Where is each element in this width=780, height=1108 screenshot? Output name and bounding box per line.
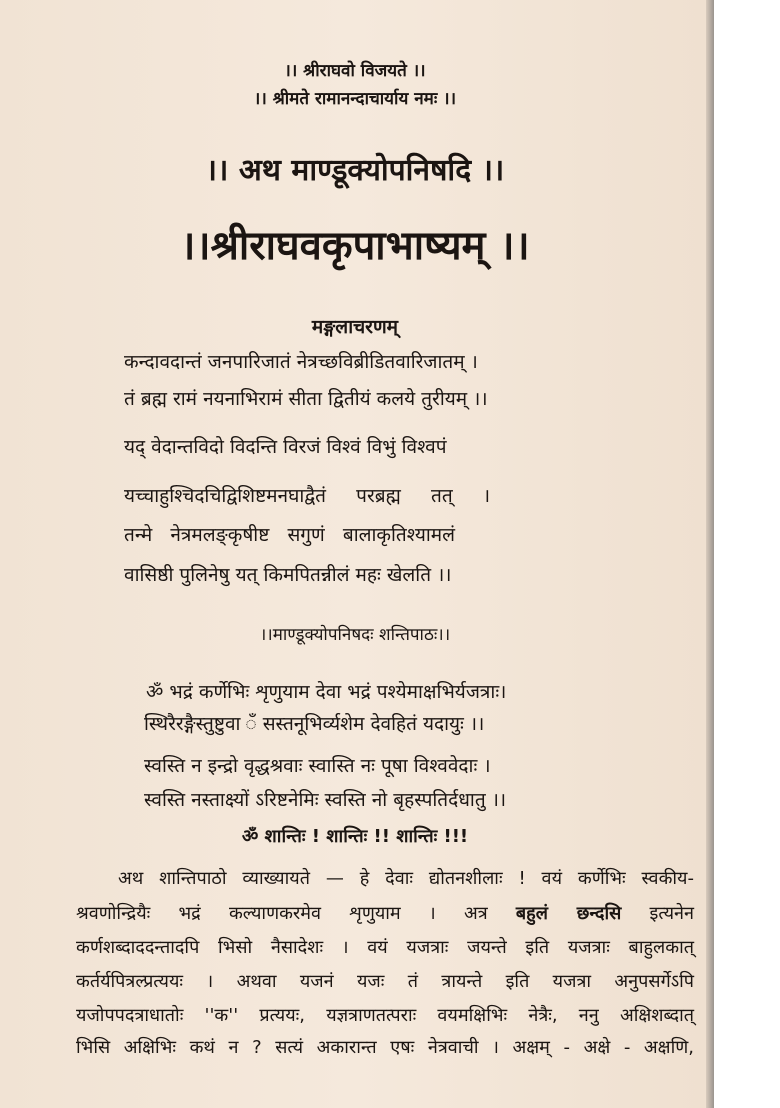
verse-line: यद् वेदान्तविदो विदन्ति विरजं विश्वं विभुं विश्वपं — [124, 436, 447, 458]
page-edge — [706, 0, 714, 1108]
invocation-line-2: ।। श्रीमते रामानन्दाचार्याय नमः ।। — [253, 89, 457, 109]
commentary-line: कर्तर्यपित्रल्प्रत्ययः । अथवा यजनं यजः तं त्रायन्ते इति यजत्रा अनुपसर्गेऽपि — [76, 971, 694, 992]
chapter-title: ।। अथ माण्डूक्योपनिषदि ।। — [205, 153, 505, 188]
commentary-text: इत्यनेन — [649, 903, 695, 924]
commentary-line — [76, 901, 694, 925]
mangalacharanam-heading: मङ्गलाचरणम् — [311, 316, 399, 338]
shantipath-line: ॐ भद्रं कर्णेभिः शृणुयाम देवा भद्रं पश्येमाक्षभिर्यजत्राः। — [146, 681, 507, 703]
bold-quote: बहुलं छन्दसि — [515, 903, 622, 924]
shantipath-line: स्थिरैरङ्गैस्तुष्टुवा ँ सस्तनूभिर्व्यशेम देवहितं यदायुः ।। — [144, 713, 485, 735]
shanti-closing: ॐ शान्तिः ! शान्तिः !! शान्तिः !!! — [241, 826, 469, 847]
verse-line: यच्चाहुश्चिदचिद्विशिष्टमनघाद्वैतं परब्रह्म तत् । — [124, 485, 491, 507]
shantipath-heading: ।।माण्डूक्योपनिषदः शन्तिपाठः।। — [259, 625, 451, 645]
shantipath-line: स्वस्ति न इन्द्रो वृद्धश्रवाः स्वास्ति नः पूषा विश्ववेदाः । — [144, 755, 491, 777]
commentary-line: यजोपपदत्राधातोः ''क'' प्रत्ययः, यज्ञत्राणतत्पराः वयमक्षिभिः नेत्रैः, ननु अक्षिशब्दात् — [76, 1005, 694, 1026]
commentary-line: अथ शान्तिपाठो व्याख्यायते — हे देवाः द्योतनशीलाः ! वयं कर्णेभिः स्वकीय- — [118, 868, 694, 889]
commentary-line: कर्णशब्दाददन्तादपि भिसो नैसादेशः । वयं यजत्राः जयन्ते इति यजत्राः बाहुलकात् — [76, 937, 694, 958]
commentary-line: भिसि अक्षिभिः कथं न ? सत्यं अकारान्त एषः नेत्रवाची । अक्षम् - अक्षे - अक्षणि, — [76, 1037, 694, 1058]
invocation-line-1: ।। श्रीराघवो विजयते ।। — [284, 61, 426, 81]
verse-line: तन्मे नेत्रमलङ्कृषीष्ट सगुणं बालाकृतिश्यामलं — [124, 524, 456, 546]
commentary-title: ।।श्रीराघवकृपाभाष्यम् ।। — [180, 223, 530, 269]
verse-line: कन्दावदान्तं जनपारिजातं नेत्रच्छविब्रीडितवारिजातम् । — [124, 351, 478, 373]
shantipath-line: स्वस्ति नस्ताक्ष्यों ऽरिष्टनेमिः स्वस्ति नो बृहस्पतिर्दधातु ।। — [144, 789, 507, 811]
commentary-text: श्रवणोन्द्रियैः भद्रं कल्याणकरमेव शृणुयाम । अत्र — [76, 903, 488, 924]
verse-line: तं ब्रह्म रामं नयनाभिरामं सीता द्वितीयं कलये तुरीयम् ।। — [124, 388, 488, 410]
verse-line: वासिष्ठी पुलिनेषु यत् किमपितन्नीलं महः खेलति ।। — [124, 564, 452, 586]
